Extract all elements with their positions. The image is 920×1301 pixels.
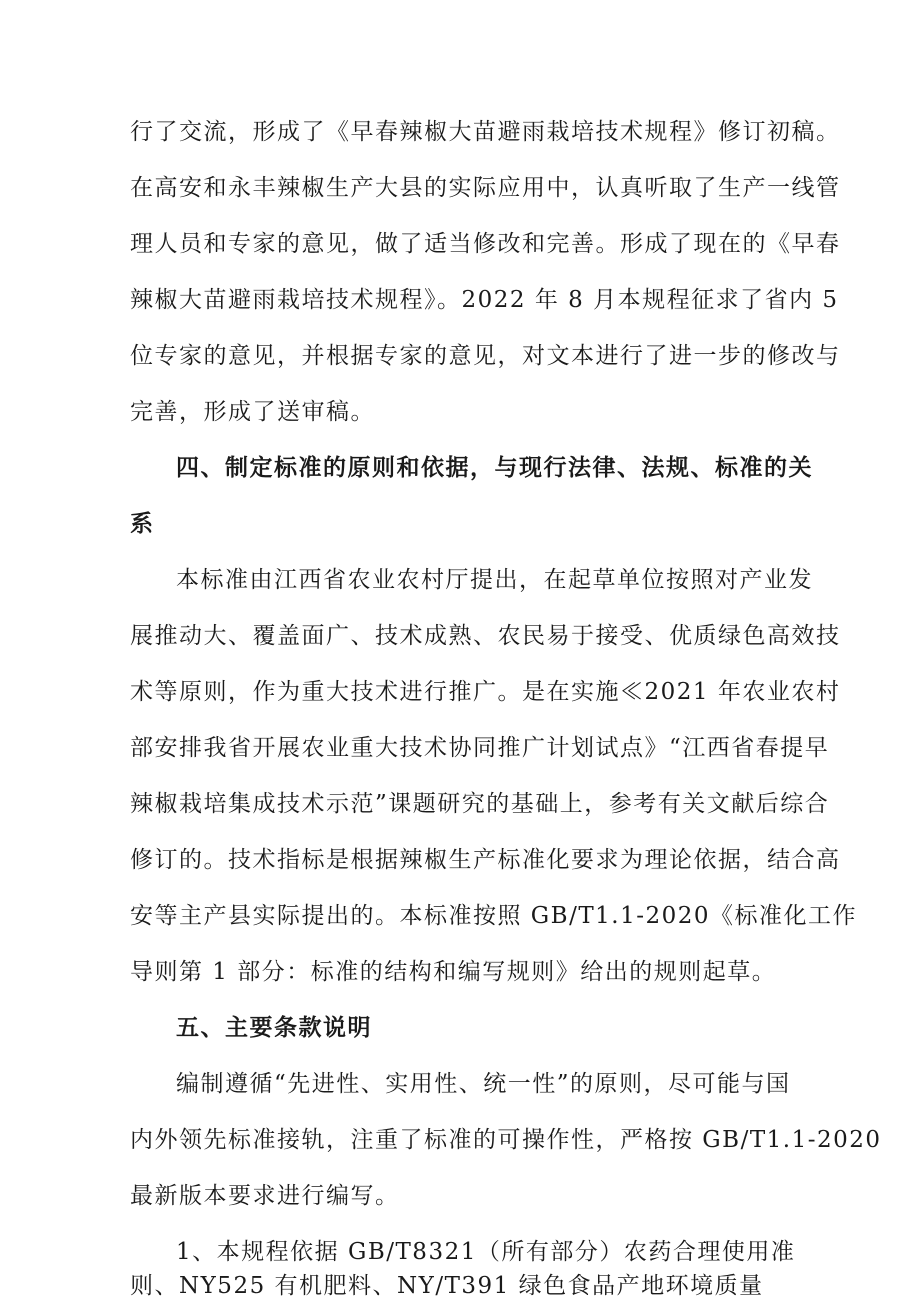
paragraph-line: 完善，形成了送审稿。	[130, 399, 375, 425]
paragraph-line: 导则第 1 部分：标准的结构和编写规则》给出的规则起草。	[130, 959, 777, 985]
paragraph-line: 理人员和专家的意见，做了适当修改和完善。形成了现在的《早春	[130, 231, 841, 257]
paragraph-line: 最新版本要求进行编写。	[130, 1183, 400, 1209]
paragraph-line: 安等主产县实际提出的。本标准按照 GB/T1.1-2020《标准化工作	[130, 903, 858, 929]
paragraph-line: 编制遵循“先进性、实用性、统一性”的原则，尽可能与国	[176, 1071, 791, 1097]
paragraph-line: 行了交流，形成了《早春辣椒大苗避雨栽培技术规程》修订初稿。	[130, 119, 841, 145]
section-heading-4-cont: 系	[130, 511, 155, 537]
paragraph-line: 位专家的意见，并根据专家的意见，对文本进行了进一步的修改与	[130, 343, 841, 369]
paragraph-line: 部安排我省开展农业重大技术协同推广计划试点》“江西省春提早	[130, 735, 830, 761]
paragraph-line: 在高安和永丰辣椒生产大县的实际应用中，认真听取了生产一线管	[130, 175, 841, 201]
paragraph-line: 辣椒栽培集成技术示范”课题研究的基础上，参考有关文献后综合	[130, 791, 830, 817]
section-heading-4: 四、制定标准的原则和依据，与现行法律、法规、标准的关	[176, 455, 813, 481]
paragraph-line: 则、NY525 有机肥料、NY/T391 绿色食品产地环境质量	[130, 1273, 764, 1299]
paragraph-line: 展推动大、覆盖面广、技术成熟、农民易于接受、优质绿色高效技	[130, 623, 841, 649]
paragraph-line: 1、本规程依据 GB/T8321（所有部分）农药合理使用准	[176, 1239, 796, 1265]
paragraph-line: 内外领先标准接轨，注重了标准的可操作性，严格按 GB/T1.1-2020	[130, 1127, 882, 1153]
paragraph-line: 术等原则，作为重大技术进行推广。是在实施≪2021 年农业农村	[130, 679, 841, 705]
paragraph-line: 本标准由江西省农业农村厅提出，在起草单位按照对产业发	[176, 567, 813, 593]
paragraph-line: 辣椒大苗避雨栽培技术规程》。2022 年 8 月本规程征求了省内 5	[130, 287, 839, 313]
section-heading-5: 五、主要条款说明	[176, 1015, 372, 1041]
paragraph-line: 修订的。技术指标是根据辣椒生产标准化要求为理论依据，结合高	[130, 847, 841, 873]
